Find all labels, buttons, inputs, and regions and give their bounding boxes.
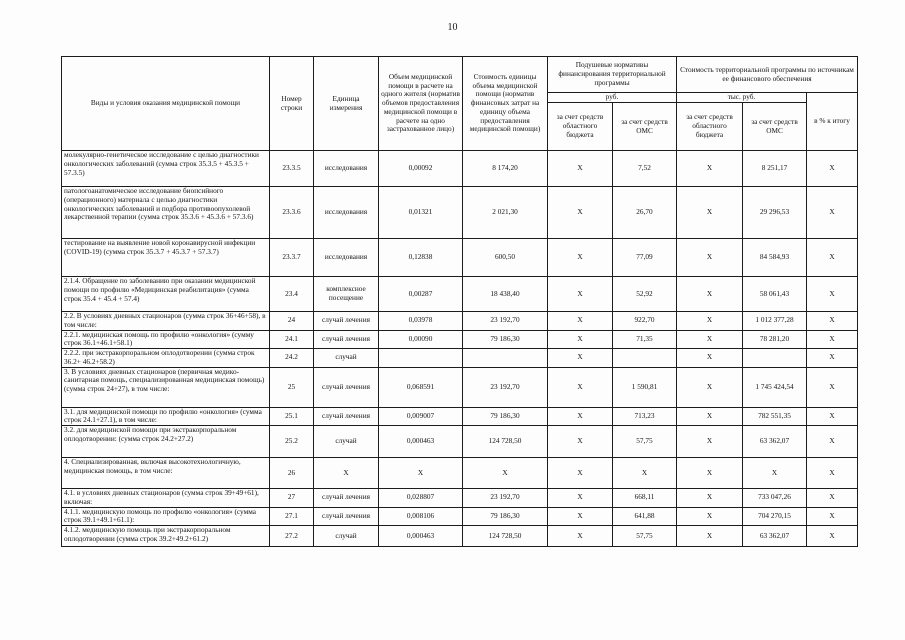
row-cost: 124 728,50 — [463, 426, 548, 458]
row-tc-oms: 29 296,53 — [743, 187, 807, 239]
row-tc-oms: X — [743, 458, 807, 489]
row-percent: X — [807, 239, 858, 277]
row-volume: 0,12838 — [379, 239, 463, 277]
row-tc-oms: 782 551,35 — [743, 407, 807, 426]
header-tc-oms: за счет средств ОМС — [743, 103, 807, 151]
row-cost: 124 728,50 — [463, 526, 548, 547]
row-tc-budget: X — [677, 458, 743, 489]
row-label: 4.1.2. медицинскую помощь при экстракорпоральном оплодотворении (сумма строк 39.2+49.2+61.2) — [62, 526, 270, 547]
row-tc-budget: X — [677, 151, 743, 187]
row-cost: 79 186,30 — [463, 407, 548, 426]
row-percent: X — [807, 407, 858, 426]
row-cost: 23 192,70 — [463, 489, 548, 508]
table-row — [62, 458, 858, 489]
row-label: тестирование на выявление новой коронавирусной инфекции (COVID-19) (сумма строк 35.3.7 + 45.3.7 + 57.3.7) — [62, 239, 270, 277]
row-number: 23.3.5 — [270, 151, 314, 187]
row-unit: случай лечения — [314, 507, 379, 526]
row-unit: случай лечения — [314, 330, 379, 349]
row-cost: 23 192,70 — [463, 367, 548, 407]
row-label: 2.2. В условиях дневных стационаров (сумма строк 36+46+58), в том числе: — [62, 312, 270, 331]
table-header — [62, 57, 858, 151]
row-tc-oms: 704 270,15 — [743, 507, 807, 526]
row-pc-oms: 7,52 — [613, 151, 677, 187]
header-tc-budget: за счет средств областного бюджета — [677, 103, 743, 151]
row-number: 25 — [270, 367, 314, 407]
row-number: 24 — [270, 312, 314, 331]
row-label: 2.2.2. при экстракорпоральном оплодотворении (сумма строк 36.2+ 46.2+58.2) — [62, 349, 270, 368]
row-tc-oms: 8 251,17 — [743, 151, 807, 187]
header-volume: Объем медицинской помощи в расчете на одного жителя (норматив объемов предоставления медицинской помощи в расчете на одно застрахованное лицо) — [379, 57, 463, 151]
row-pc-oms: 57,75 — [613, 426, 677, 458]
row-volume: 0,00092 — [379, 151, 463, 187]
financing-table — [61, 56, 858, 547]
row-label: молекулярно-генетическое исследование с целью диагностики онкологических заболеваний (сумма строк 35.3.5 + 45.3.5 + 57.3.5) — [62, 151, 270, 187]
row-volume — [379, 349, 463, 368]
header-total-cost: Стоимость территориальной программы по источникам ее финансового обеспечения — [677, 57, 858, 93]
row-cost: 2 021,30 — [463, 187, 548, 239]
row-tc-budget: X — [677, 489, 743, 508]
row-tc-oms: 58 061,43 — [743, 277, 807, 312]
row-pc-budget: X — [548, 330, 613, 349]
row-pc-budget: X — [548, 277, 613, 312]
row-label: 3.1. для медицинской помощи по профилю «онкология» (сумма строк 24.1+27.1), в том числе: — [62, 407, 270, 426]
row-tc-oms: 63 362,07 — [743, 426, 807, 458]
header-unit: Единица измерения — [314, 57, 379, 151]
row-cost: 600,50 — [463, 239, 548, 277]
header-pc-budget: за счет средств областного бюджета — [548, 103, 613, 151]
row-percent: X — [807, 277, 858, 312]
row-pc-budget: X — [548, 489, 613, 508]
row-number: 27.1 — [270, 507, 314, 526]
row-percent: X — [807, 458, 858, 489]
table-row — [62, 330, 858, 349]
page-number: 10 — [447, 22, 458, 33]
row-unit: случай лечения — [314, 489, 379, 508]
row-volume: X — [379, 458, 463, 489]
row-number: 27.2 — [270, 526, 314, 547]
header-pc-oms: за счет средств ОМС — [613, 103, 677, 151]
row-unit: случай — [314, 349, 379, 368]
row-pc-budget: X — [548, 526, 613, 547]
row-unit: исследования — [314, 187, 379, 239]
row-tc-budget: X — [677, 239, 743, 277]
row-pc-oms: 668,11 — [613, 489, 677, 508]
header-row-number: Номер строки — [270, 57, 314, 151]
row-label: 2.2.1. медицинская помощь по профилю «онкология» (сумму строк 36.1+46.1+58.1) — [62, 330, 270, 349]
row-tc-oms: 1 745 424,54 — [743, 367, 807, 407]
row-number: 26 — [270, 458, 314, 489]
row-label: 3. В условиях дневных стационаров (первичная медико-санитарная помощь, специализированная медицинская помощь) (сумма строк 24+27), в том числе: — [62, 367, 270, 407]
row-volume: 0,008106 — [379, 507, 463, 526]
row-cost: X — [463, 458, 548, 489]
row-percent: X — [807, 349, 858, 368]
row-pc-oms: 713,23 — [613, 407, 677, 426]
row-percent: X — [807, 330, 858, 349]
row-unit: комплексное посещение — [314, 277, 379, 312]
row-pc-budget: X — [548, 151, 613, 187]
row-pc-oms: 26,70 — [613, 187, 677, 239]
row-tc-budget: X — [677, 312, 743, 331]
row-volume: 0,00287 — [379, 277, 463, 312]
row-pc-oms: 922,70 — [613, 312, 677, 331]
row-unit: случай лечения — [314, 407, 379, 426]
row-pc-oms — [613, 349, 677, 368]
row-number: 25.2 — [270, 426, 314, 458]
row-pc-budget: X — [548, 187, 613, 239]
row-pc-budget: X — [548, 349, 613, 368]
row-label: 3.2. для медицинской помощи при экстракорпоральном оплодотворении: (сумма строк 24.2+27.2) — [62, 426, 270, 458]
row-tc-budget: X — [677, 277, 743, 312]
row-label: 4.1.1. медицинскую помощь по профилю «онкология» (сумма строк 39.1+49.1+61.1): — [62, 507, 270, 526]
row-tc-budget: X — [677, 407, 743, 426]
row-label: 2.1.4. Обращение по заболеванию при оказании медицинской помощи по профилю «Медицинская реабилитация» (сумма строк 35.4 + 45.4 + 57.4) — [62, 277, 270, 312]
row-volume: 0,00090 — [379, 330, 463, 349]
table-row — [62, 526, 858, 547]
header-per-capita: Подушевые нормативы финансирования территориальной программы — [548, 57, 677, 93]
row-pc-oms: 641,88 — [613, 507, 677, 526]
row-pc-oms: 52,92 — [613, 277, 677, 312]
row-percent: X — [807, 426, 858, 458]
row-cost: 8 174,20 — [463, 151, 548, 187]
row-pc-budget: X — [548, 507, 613, 526]
row-volume: 0,000463 — [379, 426, 463, 458]
header-cost: Стоимость единицы объема медицинской помощи (норматив финансовых затрат на единицу объема предоставления медицинской помощи) — [463, 57, 548, 151]
row-percent: X — [807, 526, 858, 547]
row-number: 24.2 — [270, 349, 314, 368]
row-pc-budget: X — [548, 239, 613, 277]
row-number: 23.3.7 — [270, 239, 314, 277]
row-unit: случай лечения — [314, 367, 379, 407]
row-tc-oms: 84 584,93 — [743, 239, 807, 277]
row-label: 4.1. в условиях дневных стационаров (сумма строк 39+49+61), включая: — [62, 489, 270, 508]
table-body — [62, 151, 858, 547]
row-tc-budget: X — [677, 507, 743, 526]
row-pc-budget: X — [548, 407, 613, 426]
table-row — [62, 489, 858, 508]
row-percent: X — [807, 187, 858, 239]
row-pc-oms: 1 590,81 — [613, 367, 677, 407]
table-row — [62, 349, 858, 368]
row-number: 25.1 — [270, 407, 314, 426]
row-number: 27 — [270, 489, 314, 508]
row-percent: X — [807, 489, 858, 508]
row-unit: случай — [314, 426, 379, 458]
row-pc-budget: X — [548, 426, 613, 458]
row-tc-oms — [743, 349, 807, 368]
row-number: 24.1 — [270, 330, 314, 349]
row-percent: X — [807, 367, 858, 407]
row-tc-budget: X — [677, 367, 743, 407]
row-pc-budget: X — [548, 458, 613, 489]
row-percent: X — [807, 151, 858, 187]
table-row — [62, 187, 858, 239]
row-pc-oms: X — [613, 458, 677, 489]
row-volume: 0,03978 — [379, 312, 463, 331]
table-row — [62, 367, 858, 407]
table-row — [62, 239, 858, 277]
row-tc-budget: X — [677, 187, 743, 239]
row-cost: 79 186,30 — [463, 330, 548, 349]
row-pc-budget: X — [548, 367, 613, 407]
header-unit-thousand-rub: тыс. руб. — [677, 93, 807, 103]
row-tc-budget: X — [677, 526, 743, 547]
row-cost: 23 192,70 — [463, 312, 548, 331]
row-pc-oms: 77,09 — [613, 239, 677, 277]
row-tc-oms: 1 012 377,28 — [743, 312, 807, 331]
table-row — [62, 277, 858, 312]
table-row — [62, 312, 858, 331]
row-volume: 0,028807 — [379, 489, 463, 508]
row-pc-oms: 57,75 — [613, 526, 677, 547]
row-cost — [463, 349, 548, 368]
row-volume: 0,01321 — [379, 187, 463, 239]
header-unit-rub: руб. — [548, 93, 677, 103]
row-tc-budget: X — [677, 330, 743, 349]
row-cost: 79 186,30 — [463, 507, 548, 526]
row-volume: 0,009007 — [379, 407, 463, 426]
row-unit: исследования — [314, 151, 379, 187]
row-number: 23.3.6 — [270, 187, 314, 239]
row-unit: X — [314, 458, 379, 489]
row-tc-budget: X — [677, 426, 743, 458]
row-pc-budget: X — [548, 312, 613, 331]
header-percent: в % к итогу — [807, 93, 858, 151]
table-row — [62, 426, 858, 458]
row-tc-oms: 733 047,26 — [743, 489, 807, 508]
row-volume: 0,000463 — [379, 526, 463, 547]
row-tc-oms: 63 362,07 — [743, 526, 807, 547]
row-unit: случай — [314, 526, 379, 547]
row-tc-budget: X — [677, 349, 743, 368]
row-tc-oms: 78 281,20 — [743, 330, 807, 349]
row-percent: X — [807, 312, 858, 331]
row-label: 4. Специализированная, включая высокотехнологичную, медицинская помощь, в том числе: — [62, 458, 270, 489]
table-row — [62, 151, 858, 187]
row-number: 23.4 — [270, 277, 314, 312]
row-label: патологоанатомическое исследование биопсийного (операционного) материала с целью диагностики онкологических заболеваний и подбора противоопухолевой лекарственной терапии (сумма строк 35.3.6 + 45.3.6 + 57.3.6) — [62, 187, 270, 239]
row-volume: 0,068591 — [379, 367, 463, 407]
row-cost: 18 438,40 — [463, 277, 548, 312]
table-row — [62, 507, 858, 526]
row-unit: исследования — [314, 239, 379, 277]
row-pc-oms: 71,35 — [613, 330, 677, 349]
row-unit: случай лечения — [314, 312, 379, 331]
row-percent: X — [807, 507, 858, 526]
table-row — [62, 407, 858, 426]
header-kind: Виды и условия оказания медицинской помощи — [62, 57, 270, 151]
